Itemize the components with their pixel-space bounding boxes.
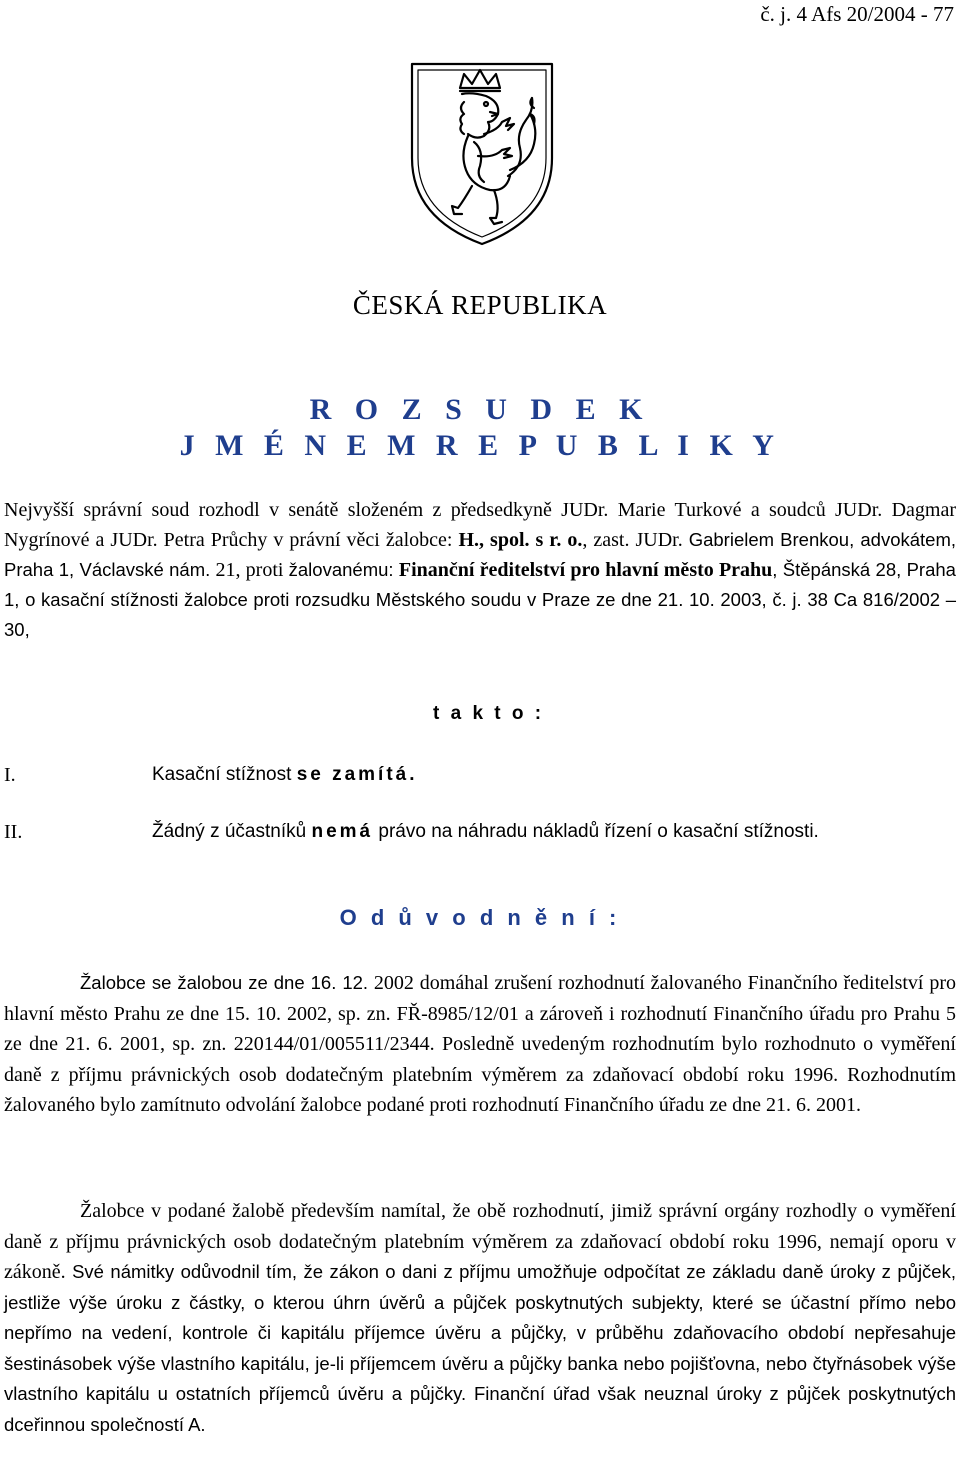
verdict-item-number: II. — [4, 821, 23, 843]
intro-text-3: Gabrielem Brenkou, advokátem, Praha 1, Václavské nám. — [4, 529, 957, 580]
verdict-item-text-before: Žádný z účastníků — [152, 821, 312, 842]
verdict-item-emphasis: nemá — [311, 821, 374, 842]
reasoning-heading: O d ů v o d n ě n í : — [339, 905, 621, 930]
judgment-title-line1: R O Z S U D E K — [309, 393, 651, 426]
czech-coat-of-arms-icon — [402, 58, 562, 248]
verdict-heading: t a k t o : — [433, 703, 545, 724]
verdict-item-text-before: Kasační stížnost — [152, 764, 297, 785]
verdict-item-emphasis: se zamítá. — [296, 764, 418, 785]
reasoning-p2-rest: Své námitky odůvodnil tím, že zákon o dani z příjmu umožňuje odpočítat ze základu daně úroky z půjček, jestliže výše úroku z částky, o kterou úhrn úvěrů a půjček poskytnutých subjekty, které se účastní přímo nebo nepřímo na vedení, kontrole či kapitálu příjemce úvěru a půjčky, v průběhu zdaňovacího období nepřesahuje šestinásobek výše vlastního kapitálu, je-li příjemcem úvěru a půjčky banka nebo pojišťovna, nebo čtyřnásobek výše vlastního kapitálu u ostatních příjemců úvěru a půjčky. Finanční úřad však neuznal úroky z půjček poskytnutých dceřinnou společností A. — [4, 1261, 956, 1435]
verdict-item-text-after: právo na náhradu nákladů řízení o kasační stížnosti. — [373, 821, 819, 842]
verdict-item-number: I. — [4, 764, 16, 786]
verdict-item-text — [152, 760, 956, 790]
reasoning-p2-start: Žalobce v podané žalobě především namítal, že obě rozhodnutí, jimiž správní orgány rozhodly o vyměření daně z příjmu právnických osob dodatečným platebním výměrem za zdaňovací období roku 1996, nemají oporu v zákoně. — [4, 1200, 956, 1283]
reasoning-paragraph-2 — [4, 1196, 956, 1440]
case-number: č. j. 4 Afs 20/2004 - 77 — [760, 2, 954, 26]
reasoning-p1-rest: 2002 domáhal zrušení rozhodnutí žalovaného Finančního ředitelství pro hlavní město Prahu ze dne 15. 10. 2002, sp. zn. FŘ-8985/12/01 a zároveň i rozhodnutí Finančního úřadu pro Prahu 5 ze dne 21. 6. 2001, sp. zn. 220144/01/005511/2344. Posledně uvedeným rozhodnutím bylo rozhodnuto o vyměření daně z příjmu právnických osob dodatečným platebním výměrem za zdaňovací období roku 1996. Rozhodnutím žalovaného bylo zamítnuto odvolání žalobce podané proti rozhodnutí Finančního úřadu ze dne 21. 6. 2001. — [4, 972, 956, 1116]
verdict-item-text — [152, 817, 956, 847]
plaintiff-name: H., spol. s r. o. — [458, 529, 583, 551]
judgment-title — [0, 392, 960, 464]
defendant-name: Finanční ředitelství pro hlavní město Prahu — [398, 559, 773, 581]
intro-text-4: 21, proti — [210, 559, 289, 581]
intro-text-6: , Štěpánská 28, Praha 1, o kasační stížnosti žalobce proti rozsudku Městského soudu v Praze ze dne 21. 10. 2003, č. j. 38 Ca 816/2002 – 30, — [4, 559, 956, 640]
intro-text-5: žalovanému: — [288, 559, 399, 580]
reasoning-p1-start: Žalobce se žalobou ze dne 16. 12. — [80, 972, 369, 993]
judgment-title-line2: J M É N E M R E P U B L I K Y — [179, 429, 781, 462]
reasoning-paragraph-1 — [4, 968, 956, 1121]
intro-text-2: , zast. JUDr. — [582, 529, 689, 551]
intro-text-1: Nejvyšší správní soud rozhodl v senátě složeném z předsedkyně JUDr. Marie Turkové a soudců JUDr. Dagmar Nygrínové a JUDr. Petra Průchy v právní věci žalobce: — [4, 499, 956, 551]
intro-paragraph — [4, 495, 956, 645]
country-heading: ČESKÁ REPUBLIKA — [352, 290, 608, 320]
